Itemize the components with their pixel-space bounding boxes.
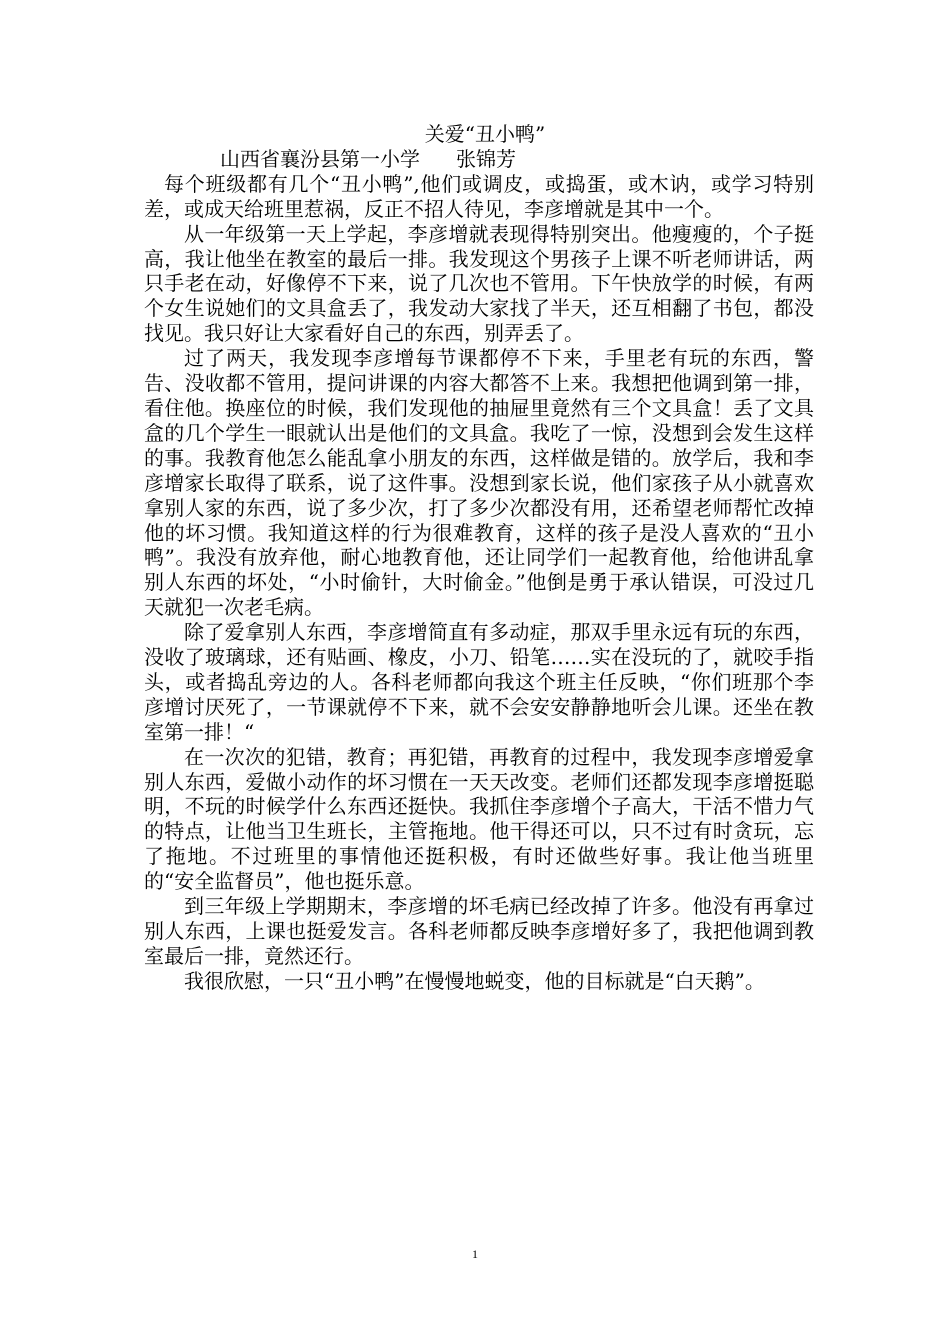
paragraph-6: 到三年级上学期期末，李彦增的坏毛病已经改掉了许多。他没有再拿过别人东西，上课也挺爱发言。各科老师都反映李彦增好多了，我把他调到教室最后一排，竟然还行。 — [144, 894, 814, 968]
paragraph-1: 每个班级都有几个“丑小鸭”,他们或调皮，或捣蛋，或木讷，或学习特别差，或成天给班里惹祸，反正不招人待见，李彦增就是其中一个。 — [144, 171, 814, 221]
paragraph-4: 除了爱拿别人东西，李彦增简直有多动症，那双手里永远有玩的东西，没收了玻璃球，还有贴画、橡皮，小刀、铅笔……实在没玩的了，就咬手指头，或者捣乱旁边的人。各科老师都向我这个班主任反映，“你们班那个李彦增讨厌死了，一节课就停不下来，就不会安安静静地听会儿课。还坐在教室第一排！“ — [144, 620, 814, 744]
page-number: 1 — [472, 1247, 478, 1261]
school-name: 山西省襄汾县第一小学 — [220, 146, 420, 171]
paragraph-3: 过了两天，我发现李彦增每节课都停不下来，手里老有玩的东西，警告、没收都不管用，提问讲课的内容大都答不上来。我想把他调到第一排，看住他。换座位的时候，我们发现他的抽屉里竟然有三个文具盒！丢了文具盒的几个学生一眼就认出是他们的文具盒。我吃了一惊，没想到会发生这样的事。我教育他怎么能乱拿小朋友的东西，这样做是错的。放学后，我和李彦增家长取得了联系，说了这件事。没想到家长说，他们家孩子从小就喜欢拿别人家的东西，说了多少次，打了多少次都没有用，还希望老师帮忙改掉他的坏习惯。我知道这样的行为很难教育，这样的孩子是没人喜欢的“丑小鸭”。我没有放弃他，耐心地教育他，还让同学们一起教育他，给他讲乱拿别人东西的坏处，“小时偷针，大时偷金。”他倒是勇于承认错误，可没过几天就犯一次老毛病。 — [144, 346, 814, 620]
paragraph-5: 在一次次的犯错，教育；再犯错，再教育的过程中，我发现李彦增爱拿别人东西，爱做小动作的坏习惯在一天天改变。老师们还都发现李彦增挺聪明，不玩的时候学什么东西还挺快。我抓住李彦增个子高大，干活不惜力气的特点，让他当卫生班长，主管拖地。他干得还可以，只不过有时贪玩，忘了拖地。不过班里的事情他还挺积极，有时还做些好事。我让他当班里的“安全监督员”，他也挺乐意。 — [144, 744, 814, 894]
byline — [144, 147, 814, 172]
paragraph-2: 从一年级第一天上学起，李彦增就表现得特别突出。他瘦瘦的，个子挺高，我让他坐在教室的最后一排。我发现这个男孩子上课不听老师讲话，两只手老在动，好像停不下来，说了几次也不管用。下午快放学的时候，有两个女生说她们的文具盒丢了，我发动大家找了半天，还互相翻了书包，都没找见。我只好让大家看好自己的东西，别弄丢了。 — [144, 221, 814, 346]
document-title: 关爱“丑小鸭” — [424, 122, 546, 146]
paragraph-7: 我很欣慰，一只“丑小鸭”在慢慢地蜕变，他的目标就是“白天鹅”。 — [184, 968, 765, 993]
author-name: 张锦芳 — [456, 146, 516, 171]
document-body — [144, 122, 814, 994]
